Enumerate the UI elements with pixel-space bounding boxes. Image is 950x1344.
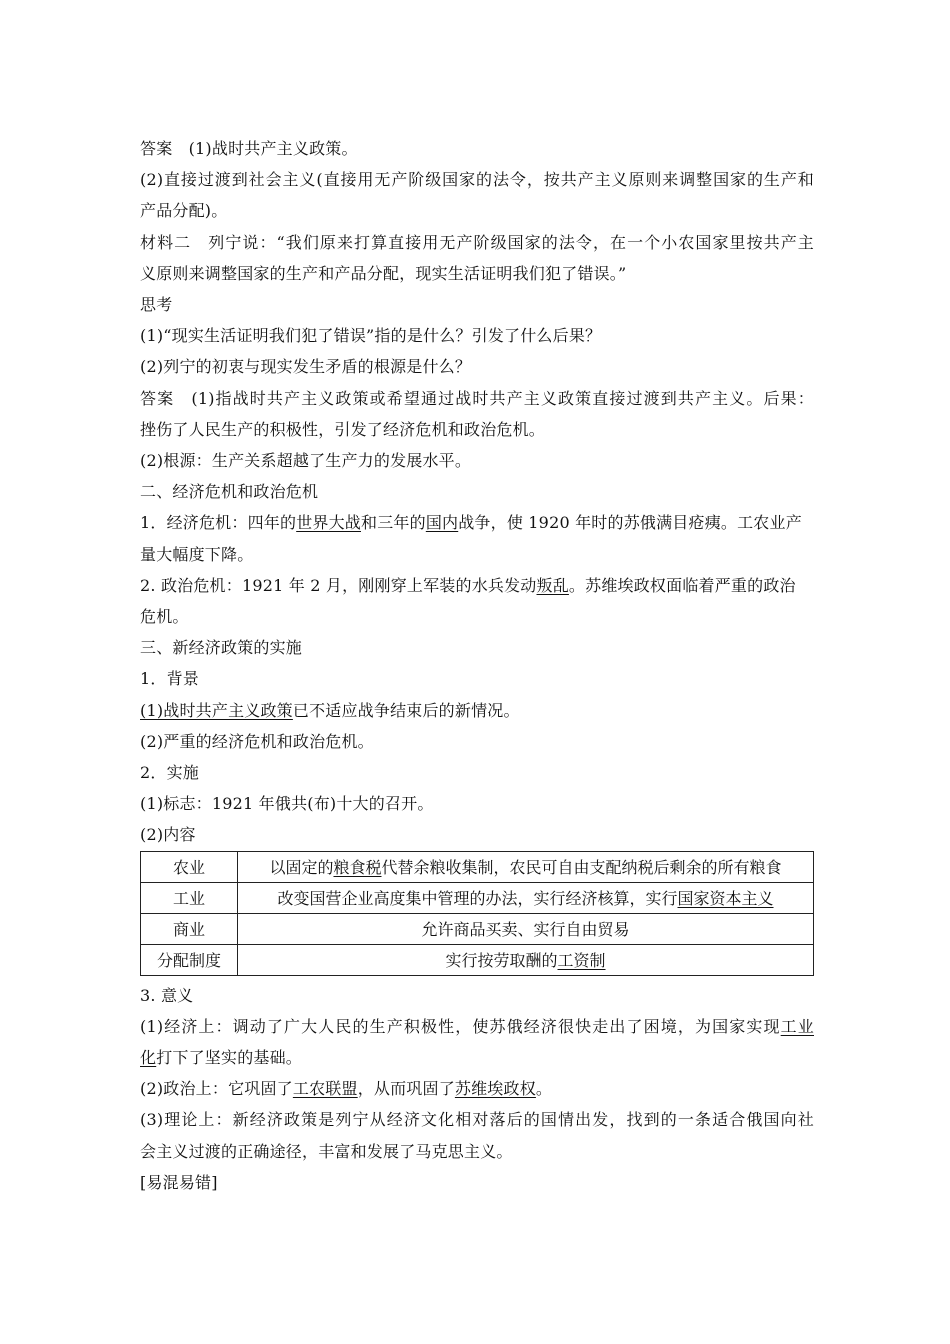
document-page bbox=[140, 133, 814, 1198]
significance-title: 3. 意义 bbox=[140, 985, 194, 1005]
answer2-line1: 答案 (1)指战时共产主义政策或希望通过战时共产主义政策直接过渡到共产主义。后果： bbox=[140, 388, 814, 408]
answer1-line2: (2)直接过渡到社会主义(直接用无产阶级国家的法令，按共产主义原则来调整国家的生产和 bbox=[140, 170, 814, 190]
think-title: 思考 bbox=[140, 295, 173, 315]
policy-content-table bbox=[140, 851, 814, 976]
section3-title: 三、新经济政策的实施 bbox=[140, 638, 303, 658]
underlined-term: 化 bbox=[140, 1048, 157, 1068]
underlined-term: 国内 bbox=[425, 513, 459, 533]
text-span: 2. 政治危机：1921 年 2 月，刚刚穿上军装的水兵发动 bbox=[140, 575, 537, 595]
underlined-term: 工资制 bbox=[557, 951, 606, 971]
table-value-cell bbox=[238, 851, 814, 882]
underlined-term: 世界大战 bbox=[296, 513, 361, 533]
table-value-cell bbox=[238, 944, 814, 975]
text-span: 代替余粮收集制，农民可自由支配纳税后剩余的所有粮食 bbox=[381, 858, 782, 878]
economic-crisis-line2: 量大幅度下降。 bbox=[140, 544, 254, 564]
text-span: 已不适应战争结束后的新情况。 bbox=[292, 700, 520, 720]
significance-economic-line1 bbox=[140, 1011, 814, 1042]
answer2-line2: 挫伤了人民生产的积极性，引发了经济危机和政治危机。 bbox=[140, 419, 546, 439]
text-span: 。苏维埃政权面临着严重的政治 bbox=[568, 575, 796, 595]
table-row bbox=[141, 851, 814, 882]
implementation-item2: (2)内容 bbox=[140, 825, 196, 845]
significance-theory-line2: 会主义过渡的正确途径，丰富和发展了马克思主义。 bbox=[140, 1141, 513, 1161]
answer1-line1: 答案 (1)战时共产主义政策。 bbox=[140, 139, 358, 158]
text-span: 打下了坚实的基础。 bbox=[156, 1048, 303, 1068]
text-span: 允许商品买卖、实行自由贸易 bbox=[421, 920, 630, 940]
significance-political bbox=[140, 1073, 814, 1104]
confuse-title: [易混易错] bbox=[140, 1172, 218, 1192]
underlined-term: 粮食税 bbox=[333, 858, 382, 878]
material2-line1: 材料二 列宁说：“我们原来打算直接用无产阶级国家的法令，在一个小农国家里按共产主 bbox=[140, 232, 814, 252]
answer1-line3: 产品分配)。 bbox=[140, 201, 228, 221]
underlined-term: (1)战时共产主义政策 bbox=[140, 700, 293, 720]
section2-title: 二、经济危机和政治危机 bbox=[140, 482, 319, 502]
text-span: 以固定的 bbox=[269, 858, 334, 878]
underlined-term: 工农联盟 bbox=[292, 1079, 358, 1099]
think-question2: (2)列宁的初衷与现实发生矛盾的根源是什么？ bbox=[140, 357, 472, 377]
table-key-cell: 工业 bbox=[141, 882, 238, 913]
text-span: (1)经济上：调动了广大人民的生产积极性，使苏俄经济很快走出了困境，为国家实现 bbox=[140, 1016, 781, 1036]
table-key-cell: 商业 bbox=[141, 913, 238, 944]
text-span: 。 bbox=[535, 1079, 553, 1099]
underlined-term: 叛乱 bbox=[536, 575, 569, 595]
political-crisis-line1 bbox=[140, 570, 814, 601]
text-span: 实行按劳取酬的 bbox=[445, 951, 558, 971]
text-span: (2)政治上：它巩固了 bbox=[140, 1079, 293, 1099]
table-row bbox=[141, 882, 814, 913]
underlined-term: 工业 bbox=[780, 1016, 814, 1036]
background-item1 bbox=[140, 695, 814, 726]
text-span: 战争，使 1920 年时的苏俄满目疮痍。工农业产 bbox=[458, 513, 802, 533]
background-title: 1．背景 bbox=[140, 669, 199, 689]
underlined-term: 苏维埃政权 bbox=[454, 1079, 536, 1099]
think-question1: (1)“现实生活证明我们犯了错误”指的是什么？引发了什么后果？ bbox=[140, 326, 602, 346]
table-value-cell bbox=[238, 913, 814, 944]
underlined-term: 国家资本主义 bbox=[677, 889, 774, 909]
table-row bbox=[141, 913, 814, 944]
political-crisis-line2: 危机。 bbox=[140, 607, 189, 627]
implementation-title: 2．实施 bbox=[140, 763, 199, 783]
implementation-item1: (1)标志：1921 年俄共(布)十大的召开。 bbox=[140, 794, 434, 814]
table-key-cell: 农业 bbox=[141, 851, 238, 882]
table-value-cell bbox=[238, 882, 814, 913]
significance-theory-line1: (3)理论上：新经济政策是列宁从经济文化相对落后的国情出发，找到的一条适合俄国向社 bbox=[140, 1110, 814, 1130]
economic-crisis-line1 bbox=[140, 507, 814, 538]
background-item2: (2)严重的经济危机和政治危机。 bbox=[140, 731, 374, 751]
table-row bbox=[141, 944, 814, 975]
answer2-line3: (2)根源：生产关系超越了生产力的发展水平。 bbox=[140, 451, 472, 471]
text-span: ，从而巩固了 bbox=[357, 1079, 455, 1099]
table-key-cell: 分配制度 bbox=[141, 944, 238, 975]
material2-line2: 义原则来调整国家的生产和产品分配，现实生活证明我们犯了错误。” bbox=[140, 263, 627, 283]
significance-economic-line2 bbox=[140, 1042, 814, 1073]
text-span: 1．经济危机：四年的 bbox=[140, 513, 297, 533]
text-span: 改变国营企业高度集中管理的办法，实行经济核算，实行 bbox=[277, 889, 678, 909]
text-span: 和三年的 bbox=[361, 513, 426, 533]
